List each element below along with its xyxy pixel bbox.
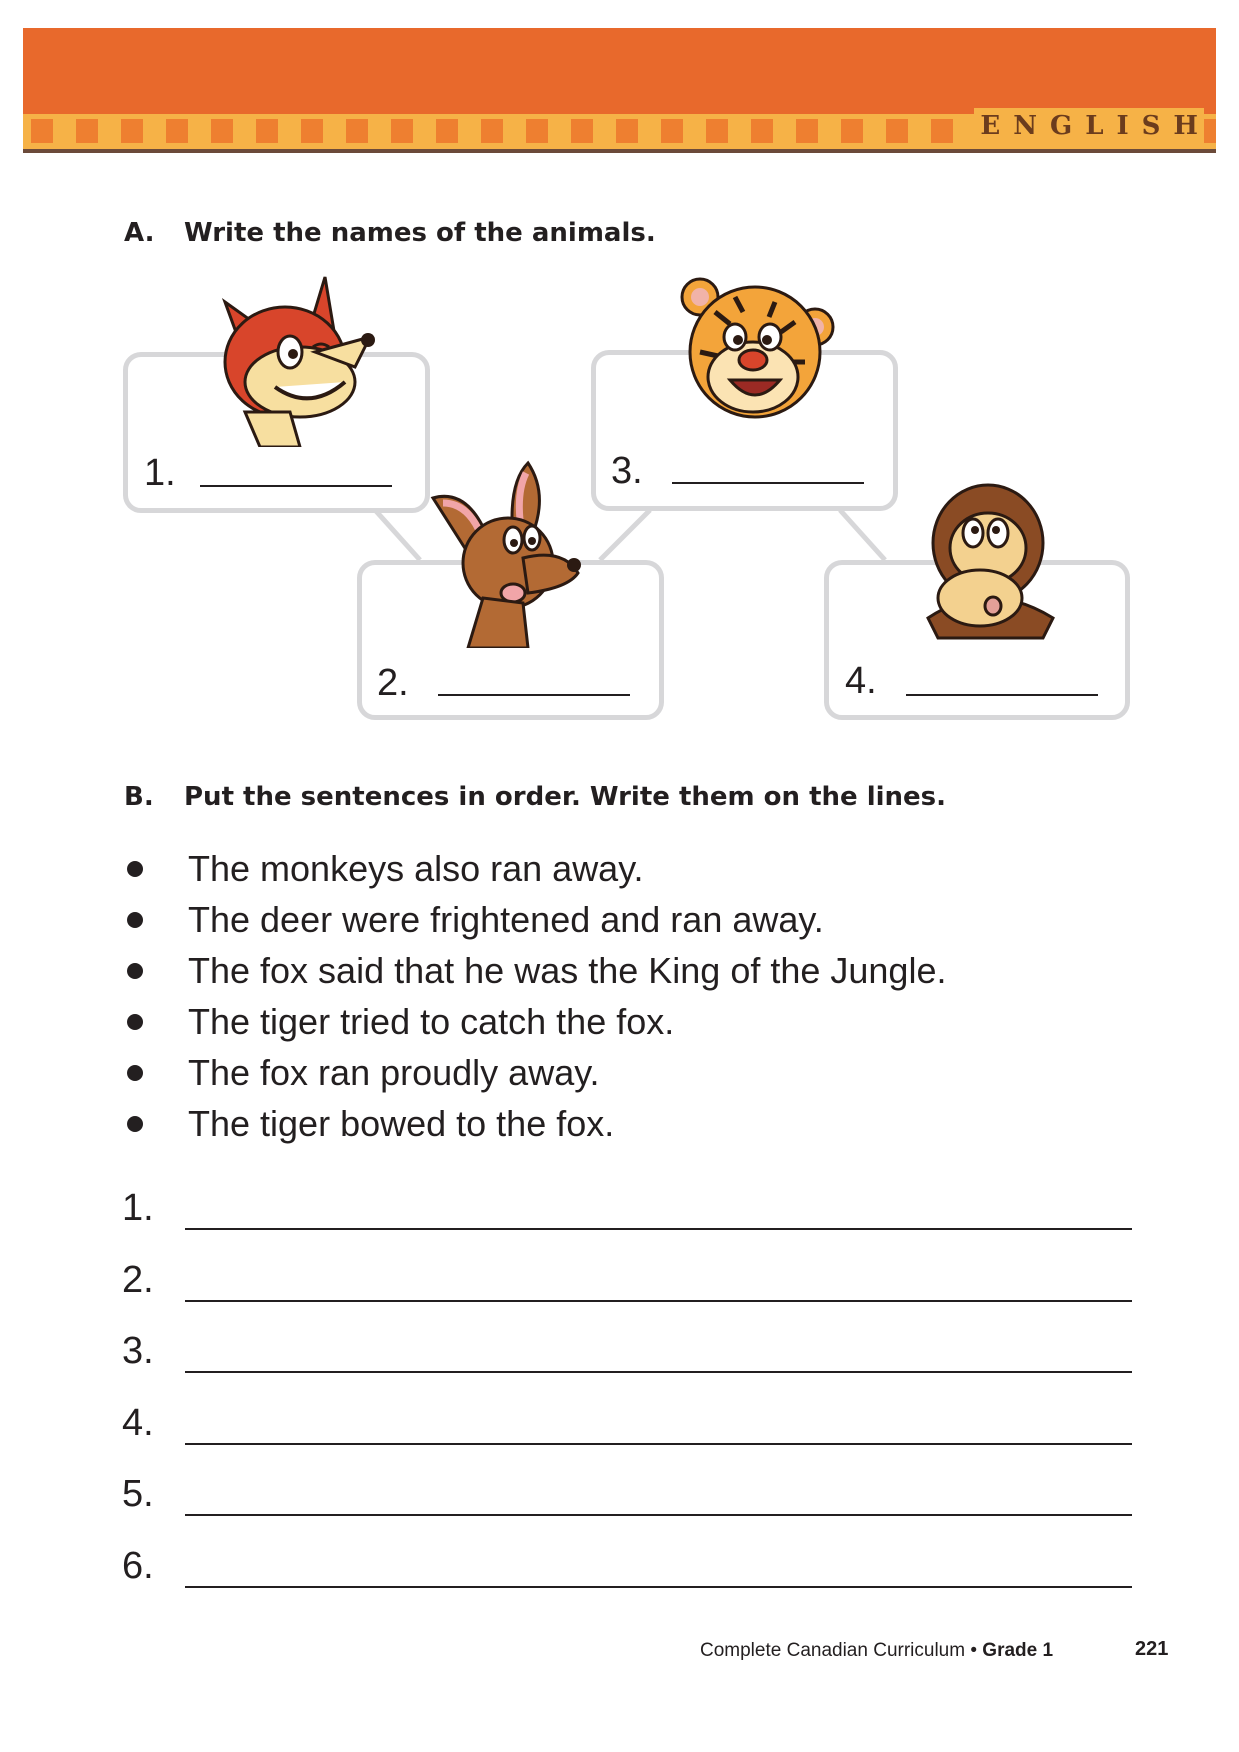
answer-number: 2. [122, 1259, 154, 1301]
subject-letter: S [1141, 111, 1161, 141]
answer-number: 3. [122, 1330, 154, 1372]
subject-letter: N [1013, 111, 1037, 141]
answer-row [122, 1252, 1132, 1302]
answer-number: 5. [122, 1473, 154, 1515]
answer-line[interactable] [185, 1443, 1132, 1445]
animal-number: 4. [845, 660, 877, 702]
deer-icon [428, 458, 588, 648]
bullet-icon [127, 1014, 143, 1030]
answer-number: 1. [122, 1187, 154, 1229]
answer-line[interactable] [200, 485, 392, 487]
list-item [0, 945, 1239, 996]
answer-row [122, 1395, 1132, 1445]
answer-row [122, 1323, 1132, 1373]
bullet-icon [127, 1116, 143, 1132]
answer-line[interactable] [185, 1300, 1132, 1302]
section-instruction: Write the names of the animals. [184, 218, 656, 248]
animal-number: 2. [377, 662, 409, 704]
bullet-icon [127, 861, 143, 877]
answer-number: 4. [122, 1402, 154, 1444]
sentence-text: The monkeys also ran away. [188, 847, 644, 889]
answer-number: 6. [122, 1545, 154, 1587]
animal-number: 1. [144, 452, 176, 494]
book-title: Complete Canadian Curriculum [700, 1640, 966, 1661]
answer-row [122, 1180, 1132, 1230]
list-item [0, 1098, 1239, 1149]
answer-line[interactable] [185, 1371, 1132, 1373]
subject-letter: L [1085, 111, 1104, 141]
subject-letter: E [980, 111, 1001, 141]
answer-line[interactable] [185, 1228, 1132, 1230]
subject-letter: G [1049, 111, 1073, 141]
page-number: 221 [1135, 1638, 1169, 1660]
sentence-list [0, 843, 1239, 1149]
list-item [0, 1047, 1239, 1098]
monkey-icon [918, 478, 1063, 643]
bullet-icon [127, 912, 143, 928]
bullet-icon [127, 1065, 143, 1081]
sentence-text: The tiger bowed to the fox. [188, 1102, 615, 1144]
grade-label: Grade 1 [982, 1640, 1054, 1661]
page-footer [700, 1640, 1053, 1662]
section-letter: A. [124, 218, 155, 248]
subject-letter: H [1173, 111, 1198, 141]
answer-row [122, 1466, 1132, 1516]
answer-line[interactable] [185, 1514, 1132, 1516]
list-item [0, 996, 1239, 1047]
sentence-text: The tiger tried to catch the fox. [188, 1000, 675, 1042]
answer-line[interactable] [185, 1586, 1132, 1588]
subject-letter: I [1116, 111, 1129, 141]
sentence-text: The deer were frightened and ran away. [188, 898, 824, 940]
section-letter: B. [124, 782, 154, 812]
animal-number: 3. [611, 450, 643, 492]
sentence-text: The fox ran proudly away. [188, 1051, 600, 1093]
sentence-text: The fox said that he was the King of the Jungle. [188, 949, 947, 991]
list-item [0, 843, 1239, 894]
answer-row [122, 1538, 1132, 1588]
fox-icon [205, 272, 380, 447]
list-item [0, 894, 1239, 945]
answer-line[interactable] [438, 694, 630, 696]
section-b-heading [124, 782, 946, 812]
section-instruction: Put the sentences in order. Write them on the lines. [184, 782, 947, 812]
answer-line[interactable] [672, 482, 864, 484]
tiger-icon [675, 272, 840, 432]
footer-separator: • [970, 1640, 978, 1661]
answer-line[interactable] [906, 694, 1098, 696]
bullet-icon [127, 963, 143, 979]
